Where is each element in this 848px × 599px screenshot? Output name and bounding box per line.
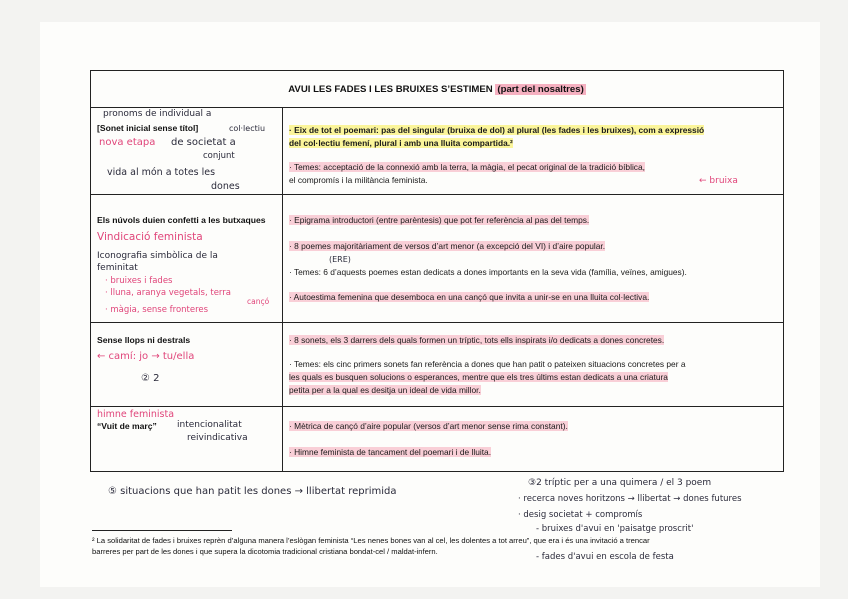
section-cell (91, 195, 283, 322)
content-cell (283, 323, 783, 406)
summary-table (90, 70, 784, 472)
handwritten-note: vida al món a totes les (107, 167, 216, 178)
content-cell (283, 107, 783, 194)
table-row (91, 195, 783, 323)
handwritten-note: · màgia, sense fronteres (105, 305, 209, 315)
handwritten-note: ⑤ situacions que han patit les dones → llibertat reprimida (108, 486, 397, 497)
handwritten-note: intencionalitat (177, 420, 242, 430)
handwritten-note: ← bruixa (699, 176, 738, 186)
handwritten-note: nova etapa (99, 137, 156, 148)
section-title: [Sonet inicial sense títol] (97, 123, 199, 133)
section-cell (91, 407, 283, 471)
handwritten-note: ← camí: jo → tu/ella (97, 351, 195, 362)
bullet-text: · 8 sonets, els 3 darrers dels quals formen un tríptic, tots ells inspirats i/o dedicats a dones concretes. (289, 335, 665, 345)
handwritten-note: · bruixes i fades (105, 276, 173, 286)
handwritten-note: · desig societat + compromís (518, 510, 643, 520)
handwritten-note: · recerca noves horitzons → llibertat → dones futures (518, 494, 742, 504)
handwritten-note: de societat a (171, 137, 236, 148)
bullet-text: les quals es busquen solucions o esperances, mentre que els tres últims estan dedicats a una criatura (289, 372, 668, 382)
handwritten-note: (ERE) (329, 255, 351, 264)
handwritten-note: reivindicativa (187, 433, 248, 443)
section-cell (91, 107, 283, 194)
handwritten-note: conjunt (203, 151, 235, 161)
title-sub: (part del nosaltres) (497, 83, 584, 95)
handwritten-note: feminitat (97, 263, 138, 273)
handwritten-note: ② 2 (141, 373, 160, 384)
table-row (91, 407, 783, 471)
handwritten-note: pronoms de individual a (103, 109, 212, 119)
bullet-text: del col·lectiu femení, plural i amb una lluita compartida.² (289, 138, 513, 148)
footnote-line: ² La solidaritat de fades i bruixes reprèn d’alguna manera l’eslògan feminista “Les nenes bones van al cel, les dolentes a tot arreu”, que era i és una invitació a trencar (92, 536, 650, 545)
bullet-text: · 8 poemes majoritàriament de versos d’art menor (a excepció del VI) i d’aire popular. (289, 241, 606, 251)
bullet-text: · Temes: acceptació de la connexió amb la terra, la màgia, el pecat original de la tradició bíblica, (289, 162, 645, 172)
handwritten-note: - fades d'avui en escola de festa (536, 552, 674, 562)
bullet-text: · Himne feminista de tancament del poemari i de lluita. (289, 447, 492, 457)
handwritten-note: col·lectiu (229, 124, 266, 133)
table-title (91, 71, 783, 108)
content-cell (283, 195, 783, 322)
section-title: “Vuit de març” (97, 421, 157, 431)
bullet-text: · Temes: els cinc primers sonets fan referència a dones que han patit o pateixen situacions concretes per a (289, 359, 686, 369)
bullet-text: · Autoestima femenina que desemboca en una cançó que invita a unir-se en una lluita col·lectiva. (289, 292, 650, 302)
bullet-text: · Eix de tot el poemari: pas del singular (bruixa de dol) al plural (les fades i les bruixes), com a expressió (289, 125, 705, 135)
section-cell (91, 323, 283, 406)
section-title: Els núvols duien confetti a les butxaques (97, 215, 266, 225)
section-title: Sense llops ni destrals (97, 335, 191, 345)
handwritten-note: himne feminista (97, 409, 175, 420)
title-main: AVUI LES FADES I LES BRUIXES S’ESTIMEN (288, 83, 493, 95)
table-row (91, 323, 783, 407)
handwritten-note: cançó (247, 297, 270, 306)
handwritten-note: Iconografia simbòlica de la (97, 251, 218, 261)
bullet-text: · Mètrica de cançó d’aire popular (versos d’art menor sense rima constant). (289, 421, 568, 431)
bullet-text: el compromís i la militància feminista. (289, 175, 428, 185)
table-row (91, 107, 783, 195)
handwritten-note: ③2 tríptic per a una quimera / el 3 poem (528, 478, 712, 488)
bullet-text: · Temes: 6 d’aquests poemes estan dedicats a dones importants en la seva vida (família, veïnes, amigues). (289, 267, 687, 277)
handwritten-note: - bruixes d'avui en 'paisatge proscrit' (536, 524, 694, 534)
footnote-line: barreres per part de les dones i que supera la dicotomia tradicional cristiana bondat-cel / maldat-infern. (92, 547, 438, 556)
handwritten-note: · lluna, aranya vegetals, terra (105, 288, 231, 298)
bullet-text: petita per a la qual es desitja un ideal de vida millor. (289, 385, 481, 395)
handwritten-note: dones (211, 181, 240, 192)
bullet-text: · Epigrama introductori (entre parèntesis) que pot fer referència al pas del temps. (289, 215, 590, 225)
footnote-separator (92, 530, 232, 531)
handwritten-note: Vindicació feminista (97, 231, 203, 243)
content-cell (283, 407, 783, 471)
